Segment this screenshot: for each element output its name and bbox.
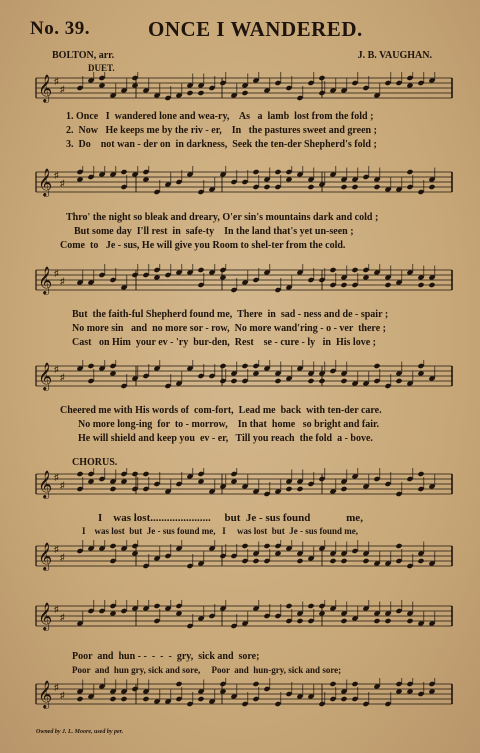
verse-3-line-4: He will shield and keep you ev - er, Till you reach the fold a - bove. [78, 433, 373, 444]
duet-label: DUET. [88, 63, 115, 73]
lyrics-block-2 [0, 212, 480, 267]
svg-text:♯: ♯ [60, 178, 65, 188]
chorus-bass-line-2: Poor and hun gry, sick and sore, Poor and hun-gry, sick and sore; [72, 665, 342, 675]
hymn-title: ONCE I WANDERED. [148, 17, 363, 41]
svg-text:♯: ♯ [60, 612, 65, 622]
svg-text:♯: ♯ [60, 84, 65, 94]
svg-text:♯: ♯ [60, 276, 65, 286]
svg-text:𝄞: 𝄞 [38, 74, 53, 102]
svg-text:𝄞: 𝄞 [38, 602, 53, 630]
svg-text:♯: ♯ [54, 682, 59, 692]
chorus-soprano-line-1: I was lost...................... but Je - sus found me, [98, 512, 363, 524]
svg-text:𝄞: 𝄞 [38, 266, 53, 294]
verse-2-line-2: But some day I'll rest in safe-ty In the land that's yet un-seen ; [74, 226, 354, 237]
chorus-treble-staff-2 [0, 600, 480, 640]
verse-1-line-3: But the faith-ful Shepherd found me, There in sad - ness and de - spair ; [72, 309, 389, 320]
svg-text:♯: ♯ [54, 170, 59, 180]
svg-text:♯: ♯ [54, 76, 59, 86]
svg-text:♯: ♯ [54, 268, 59, 278]
svg-text:𝄞: 𝄞 [38, 680, 53, 708]
svg-text:♯: ♯ [60, 480, 65, 490]
verse-1-line-2: Thro' the night so bleak and dreary, O'er sin's mountains dark and cold ; [66, 212, 379, 223]
music-staff-2 [0, 166, 480, 206]
lyrics-block-1 [0, 111, 480, 166]
svg-text:♯: ♯ [54, 544, 59, 554]
chorus-bass-staff-2 [0, 678, 480, 718]
svg-text:𝄞: 𝄞 [38, 362, 53, 390]
svg-text:𝄞: 𝄞 [38, 168, 53, 196]
svg-text:♯: ♯ [60, 690, 65, 700]
svg-text:♯: ♯ [54, 472, 59, 482]
lyrics-block-4 [0, 405, 480, 460]
lyrics-block-3 [0, 309, 480, 364]
svg-text:𝄞: 𝄞 [38, 542, 53, 570]
music-staff-1 [0, 72, 480, 112]
chorus-treble-staff-1 [0, 468, 480, 508]
verse-3-line-2: Come to Je - sus, He will give you Room to shel-ter from the cold. [60, 240, 346, 251]
svg-text:♯: ♯ [54, 364, 59, 374]
svg-text:♯: ♯ [60, 372, 65, 382]
verse-1-line-1: 1. Once I wandered lone and wea-ry, As a lamb lost from the fold ; [66, 111, 374, 122]
chorus-bass-staff-1 [0, 540, 480, 580]
verse-2-line-4: No more long-ing for to - morrow, In that home so bright and fair. [78, 419, 380, 430]
hymn-number: No. 39. [30, 18, 90, 39]
verse-3-line-3: Cast on Him your ev - 'ry bur-den, Rest se - cure - ly in His love ; [72, 337, 376, 348]
copyright-footer: Owned by J. L. Moore, used by per. [36, 729, 124, 735]
arranger-credit: BOLTON, arr. [52, 50, 115, 61]
svg-text:♯: ♯ [54, 604, 59, 614]
verse-1-line-4: Cheered me with His words of com-fort, Lead me back with ten-der care. [60, 405, 382, 416]
chorus-bass-line-1: I was lost but Je - sus found me, I was lost but Je - sus found me, [82, 526, 359, 536]
verse-3-line-1: 3. Do not wan - der on in darkness, Seek the ten-der Shepherd's fold ; [66, 139, 377, 150]
svg-text:𝄞: 𝄞 [38, 470, 53, 498]
music-staff-4 [0, 360, 480, 400]
music-staff-3 [0, 264, 480, 304]
verse-2-line-3: No more sin and no more sor - row, No more wand'ring - o - ver there ; [72, 323, 386, 334]
verse-2-line-1: 2. Now He keeps me by the riv - er, In the pastures sweet and green ; [66, 125, 377, 136]
svg-text:♯: ♯ [60, 552, 65, 562]
chorus-soprano-line-2: Poor and hun - - - - - gry, sick and sore; [72, 651, 260, 662]
chorus-label: CHORUS. [72, 457, 118, 468]
composer-credit: J. B. VAUGHAN. [357, 50, 432, 61]
